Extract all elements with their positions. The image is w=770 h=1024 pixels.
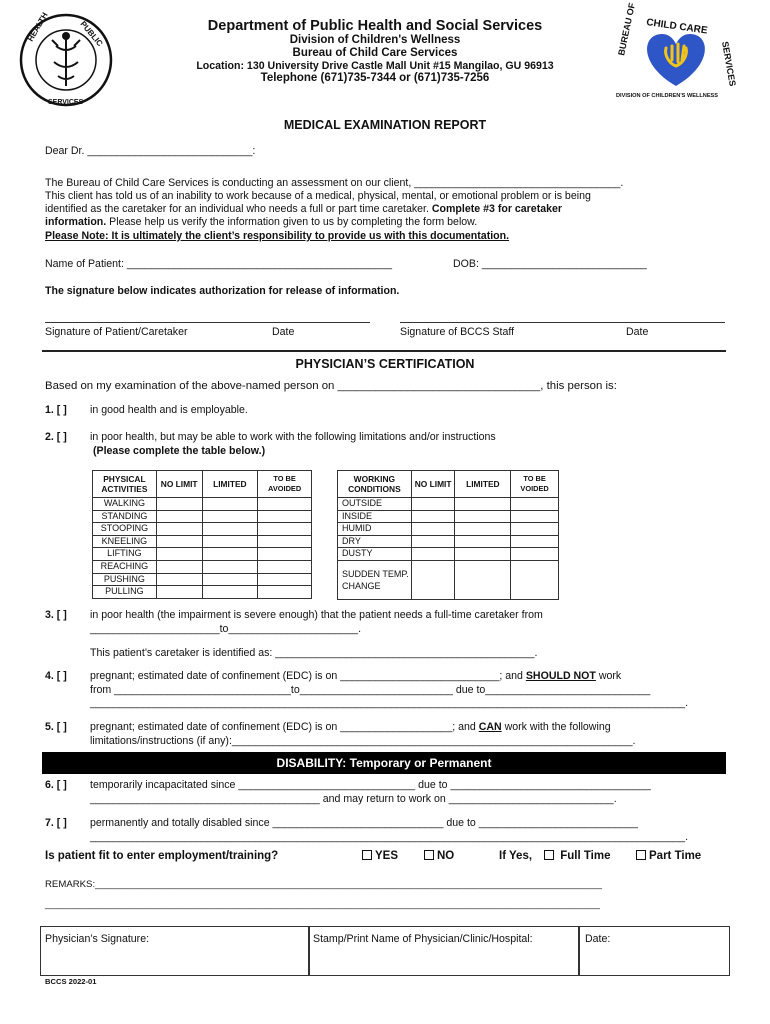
part-time-option[interactable]: [636, 850, 701, 862]
remarks-line-2[interactable]: ________________________________________________________________________________________________________: [45, 899, 600, 910]
table-cell[interactable]: [455, 498, 511, 511]
table-cell[interactable]: [411, 560, 455, 599]
fit-if-yes-label: If Yes,: [499, 850, 533, 862]
salutation: Dear Dr. ____________________________:: [45, 145, 256, 157]
condition-label: OUTSIDE: [338, 498, 412, 511]
table-cell[interactable]: [156, 573, 202, 586]
activity-label: LIFTING: [93, 548, 157, 561]
fit-yes-label: YES: [375, 850, 399, 862]
bureau-name: Bureau of Child Care Services: [292, 47, 458, 59]
item-5-can: CAN: [478, 721, 502, 733]
item-4-checkbox[interactable]: 4. [ ]: [45, 670, 67, 682]
working-header-limited: LIMITED: [455, 471, 511, 498]
table-cell[interactable]: [455, 548, 511, 561]
disability-section-header: DISABILITY: Temporary or Permanent: [42, 752, 726, 774]
condition-label: HUMID: [338, 523, 412, 536]
physical-header-activity: PHYSICAL ACTIVITIES: [93, 471, 157, 498]
item-6-checkbox[interactable]: 6. [ ]: [45, 779, 67, 791]
physician-certification-title: PHYSICIAN’S CERTIFICATION: [295, 357, 475, 371]
table-cell[interactable]: [258, 523, 312, 536]
table-cell[interactable]: [455, 510, 511, 523]
activity-label: PUSHING: [93, 573, 157, 586]
item-7-line-2[interactable]: _____________________________________________________________________________________________________.: [90, 831, 689, 843]
physical-activities-table: [92, 470, 312, 599]
table-cell[interactable]: [411, 498, 455, 511]
item-5-text-a: pregnant; estimated date of confinement (EDC) is on ___________________; and: [90, 721, 479, 733]
table-row: [93, 548, 312, 561]
condition-label: DRY: [338, 535, 412, 548]
table-cell[interactable]: [455, 523, 511, 536]
table-row: [338, 548, 559, 561]
item-5-line-2[interactable]: limitations/instructions (if any):____________________________________________________________________.: [90, 735, 636, 747]
table-cell[interactable]: [156, 523, 202, 536]
intro-line-4-text: Please help us verify the information given to us by completing the form below.: [106, 216, 478, 228]
table-cell[interactable]: [156, 586, 202, 599]
table-row: [93, 510, 312, 523]
department-seal-logo: [18, 12, 114, 108]
item-4-should-not: SHOULD NOT: [525, 670, 596, 682]
table-cell[interactable]: [202, 586, 258, 599]
office-location: Location: 130 University Drive Castle Mall Unit #15 Mangilao, GU 96913: [196, 60, 554, 72]
svg-text:SERVICES: SERVICES: [48, 99, 84, 106]
activity-label: REACHING: [93, 560, 157, 573]
table-cell[interactable]: [411, 523, 455, 536]
table-cell[interactable]: [202, 573, 258, 586]
condition-label: SUDDEN TEMP. CHANGE: [338, 560, 412, 599]
table-cell[interactable]: [156, 498, 202, 511]
activity-label: STANDING: [93, 510, 157, 523]
item-3-caretaker[interactable]: This patient’s caretaker is identified as: ____________________________________________.: [90, 647, 538, 659]
table-cell[interactable]: [455, 560, 511, 599]
table-cell[interactable]: [511, 523, 559, 536]
item-2-checkbox[interactable]: 2. [ ]: [45, 431, 67, 443]
fit-question-label: Is patient fit to enter employment/training?: [45, 850, 279, 862]
svg-text:BUREAU OF: BUREAU OF: [616, 2, 638, 57]
item-2-text: in poor health, but may be able to work with the following limitations and/or instructions: [90, 431, 496, 443]
form-code: BCCS 2022-01: [45, 977, 97, 986]
table-cell[interactable]: [258, 573, 312, 586]
table-cell[interactable]: [455, 535, 511, 548]
table-cell[interactable]: [511, 560, 559, 599]
department-name: Department of Public Health and Social Services: [207, 18, 543, 34]
table-cell[interactable]: [258, 586, 312, 599]
svg-text:CHILD CARE: CHILD CARE: [645, 17, 709, 37]
item-4-text-a: pregnant; estimated date of confinement (EDC) is on ___________________________; and: [90, 670, 526, 682]
item-1-text: in good health and is employable.: [90, 404, 248, 416]
checkbox-icon[interactable]: [424, 850, 434, 860]
physical-header-avoided: TO BE AVOIDED: [258, 471, 312, 498]
table-cell[interactable]: [202, 535, 258, 548]
client-responsibility-note: Please Note: It is ultimately the client’s responsibility to provide us with this documentation.: [45, 230, 510, 242]
table-row: [93, 498, 312, 511]
table-cell[interactable]: [511, 510, 559, 523]
part-time-label: Part Time: [649, 850, 702, 862]
working-header-voided: TO BE VOIDED: [511, 471, 559, 498]
svg-text:PUBLIC: PUBLIC: [78, 19, 105, 49]
intro-information-word: information.: [45, 216, 107, 228]
table-row: [338, 510, 559, 523]
full-time-label: Full Time: [560, 850, 611, 862]
table-cell[interactable]: [258, 510, 312, 523]
section-divider: [42, 350, 726, 352]
patient-date-label: Date: [272, 326, 295, 338]
date-box-label: Date:: [585, 933, 611, 945]
item-4-line-3[interactable]: _____________________________________________________________________________________________________.: [90, 697, 689, 709]
condition-label: INSIDE: [338, 510, 412, 523]
intro-line-3-text: identified as the caretaker for an individual who needs a full or part time caretaker.: [45, 203, 432, 215]
date-box[interactable]: [578, 926, 730, 976]
checkbox-icon[interactable]: [362, 850, 372, 860]
table-cell[interactable]: [156, 535, 202, 548]
fit-yes-option[interactable]: [362, 850, 398, 862]
table-cell[interactable]: [202, 523, 258, 536]
staff-signature-line[interactable]: [400, 322, 725, 323]
division-name: Division of Children's Wellness: [289, 34, 461, 46]
table-cell[interactable]: [411, 535, 455, 548]
intro-complete-instruction: Complete #3 for caretaker: [431, 203, 563, 215]
patient-signature-line[interactable]: [45, 322, 370, 323]
item-4-text: [90, 670, 621, 682]
table-cell[interactable]: [258, 535, 312, 548]
table-cell[interactable]: [411, 548, 455, 561]
table-cell[interactable]: [202, 548, 258, 561]
checkbox-icon[interactable]: [544, 850, 554, 860]
item-3-text: in poor health (the impairment is severe enough) that the patient needs a full-time caretaker from: [90, 609, 543, 621]
item-4-text-c: work: [595, 670, 622, 682]
report-title: MEDICAL EXAMINATION REPORT: [283, 118, 487, 132]
patient-signature-label: Signature of Patient/Caretaker: [45, 326, 188, 338]
item-2-subnote: (Please complete the table below.): [93, 445, 266, 457]
table-cell[interactable]: [202, 510, 258, 523]
intro-line-3: [45, 203, 562, 215]
table-cell[interactable]: [411, 510, 455, 523]
item-6-text[interactable]: temporarily incapacitated since ______________________________ due to __________________________________: [90, 779, 651, 791]
activity-label: WALKING: [93, 498, 157, 511]
patient-dob-field[interactable]: DOB: ____________________________: [453, 258, 647, 270]
item-7-checkbox[interactable]: 7. [ ]: [45, 817, 67, 829]
fit-no-label: NO: [437, 850, 455, 862]
condition-label: DUSTY: [338, 548, 412, 561]
physician-signature-box[interactable]: [40, 926, 310, 976]
table-row: [338, 523, 559, 536]
table-row: [338, 535, 559, 548]
table-cell[interactable]: [511, 535, 559, 548]
activity-label: KNEELING: [93, 535, 157, 548]
table-cell[interactable]: [156, 548, 202, 561]
table-row: [338, 560, 559, 599]
activity-label: PULLING: [93, 586, 157, 599]
full-time-option[interactable]: [544, 850, 610, 862]
checkbox-icon[interactable]: [636, 850, 646, 860]
svg-text:HEALTH: HEALTH: [25, 10, 50, 43]
table-cell[interactable]: [511, 548, 559, 561]
item-5-text: [90, 721, 611, 733]
item-3-date-range[interactable]: ______________________to______________________.: [90, 623, 362, 635]
working-header-no-limit: NO LIMIT: [411, 471, 455, 498]
table-row: [93, 573, 312, 586]
physical-header-no-limit: NO LIMIT: [156, 471, 202, 498]
bccs-logo-caption: DIVISION OF CHILDREN'S WELLNESS: [616, 93, 719, 99]
exam-intro: Based on my examination of the above-named person on ________________________________, this person is:: [45, 380, 617, 392]
stamp-label: Stamp/Print Name of Physician/Clinic/Hospital:: [313, 933, 533, 945]
item-6-line-2[interactable]: _______________________________________ and may return to work on ____________________________.: [90, 793, 617, 805]
activity-label: STOOPING: [93, 523, 157, 536]
physician-signature-label: Physician’s Signature:: [45, 933, 150, 945]
table-cell[interactable]: [258, 560, 312, 573]
item-4-line-2[interactable]: from ______________________________to__________________________ due to____________________________: [90, 684, 651, 696]
item-5-text-c: work with the following: [501, 721, 611, 733]
intro-line-1: The Bureau of Child Care Services is conducting an assessment on our client, ___________________________________.: [45, 177, 624, 189]
fit-no-option[interactable]: [424, 850, 454, 862]
remarks-field[interactable]: REMARKS:_______________________________________________________________________________________________: [45, 879, 602, 890]
office-telephone: Telephone (671)735-7344 or (671)735-7256: [260, 72, 490, 84]
item-3-checkbox[interactable]: 3. [ ]: [45, 609, 67, 621]
authorization-statement: The signature below indicates authorization for release of information.: [45, 285, 400, 297]
intro-line-4: [45, 216, 477, 228]
bccs-heart-logo: [616, 2, 738, 100]
table-cell[interactable]: [511, 498, 559, 511]
table-cell[interactable]: [156, 560, 202, 573]
staff-signature-label: Signature of BCCS Staff: [400, 326, 515, 338]
working-header-condition: WORKING CONDITIONS: [338, 471, 412, 498]
table-row: [93, 586, 312, 599]
table-row: [93, 535, 312, 548]
intro-line-2: This client has told us of an inability to work because of a medical, physical, mental, or emotional problem or is being: [45, 190, 591, 202]
table-row: [338, 498, 559, 511]
table-cell[interactable]: [156, 510, 202, 523]
table-row: [93, 523, 312, 536]
table-cell[interactable]: [258, 548, 312, 561]
physical-header-limited: LIMITED: [202, 471, 258, 498]
working-conditions-table: [337, 470, 559, 600]
item-1-checkbox[interactable]: 1. [ ]: [45, 404, 67, 416]
item-5-checkbox[interactable]: 5. [ ]: [45, 721, 67, 733]
table-cell[interactable]: [202, 498, 258, 511]
staff-date-label: Date: [626, 326, 649, 338]
stamp-box[interactable]: [308, 926, 580, 976]
svg-text:SERVICES: SERVICES: [720, 40, 738, 88]
item-7-text[interactable]: permanently and totally disabled since _____________________________ due to ___________________________: [90, 817, 638, 829]
table-cell[interactable]: [202, 560, 258, 573]
table-cell[interactable]: [258, 498, 312, 511]
table-row: [93, 560, 312, 573]
patient-name-field[interactable]: Name of Patient: _____________________________________________: [45, 258, 392, 270]
